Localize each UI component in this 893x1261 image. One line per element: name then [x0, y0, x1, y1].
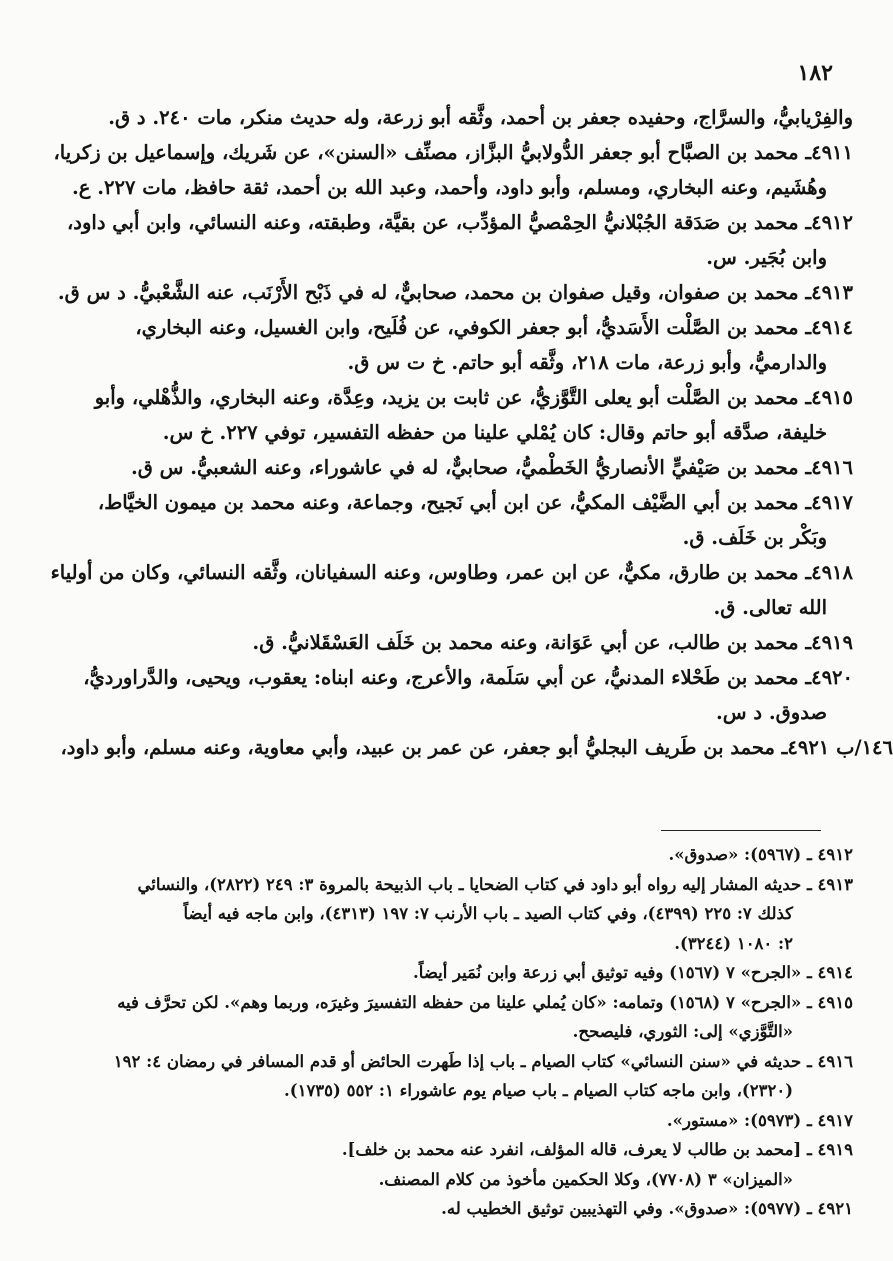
footnote-line: ٢: ١٠٨٠ (٣٢٤٤).: [674, 933, 793, 953]
footnote-line: ٤٩٢١ ـ (٥٩٧٧): «صدوق». وفي التهذيبين توثيق الخطيب له.: [441, 1199, 853, 1218]
entry-line: ٤٩١٨ـ محمد بن طارق، مكيٌّ، عن ابن عمر، وطاوس، وعنه السفيانان، وثَّقه النسائي، وكان من أولياء: [50, 561, 853, 584]
entry-line: ٤٩١٥ـ محمد بن الصَّلْت أبو يعلى التَّوَّزيُّ، عن ثابت بن يزيد، وعِدَّة، وعنه البخاري، والذُّهْلي، وأبو: [94, 386, 853, 409]
entry-4916: [38, 450, 853, 485]
footnote-line: «التَّوَّزي» إلى: الثوري، فليصحح.: [572, 1022, 793, 1041]
entry-line: وابن بُجَير. س.: [706, 246, 827, 269]
entry-line: وبَكْر بن خَلَف. ق.: [682, 526, 827, 549]
entry-4919: [38, 625, 853, 660]
footnote-line: كذلك ٧: ٢٢٥ (٤٣٩٩)، وفي كتاب الصيد ـ باب الأرنب ٧: ١٩٧ (٤٣١٣)، وابن ماجه فيه أيضاً: [183, 904, 793, 923]
footnote-4921: [38, 1194, 853, 1224]
entry-line: صدوق. د س.: [716, 701, 827, 724]
footnote-line: ٤٩١٧ ـ (٥٩٧٣): «مستور».: [666, 1110, 853, 1130]
footnote-4912: [38, 840, 853, 870]
entry-line: والدارميُّ، وأبو زرعة، مات ٢١٨، وثَّقه أبو حاتم. خ ت س ق.: [347, 351, 827, 374]
entry-4917: [38, 485, 853, 555]
page-number: ١٨٢: [797, 60, 833, 86]
entry-line: ٤٩١٩ـ محمد بن طالب، عن أبي عَوَانة، وعنه محمد بن خَلَف العَسْقَلانيُّ. ق.: [252, 631, 853, 654]
entry-4921: [38, 730, 893, 765]
footnotes: [38, 840, 853, 1224]
footnote-line: ٤٩١٦ ـ حديثه في «سنن النسائي» كتاب الصيام ـ باب إذا طَهرت الحائض أو قدم المسافر في رمضان ٤: ١٩٢: [113, 1051, 853, 1071]
entry-line: ٤٩١٧ـ محمد بن أبي الضَّيْف المكيُّ، عن ابن أبي نَجيح، وجماعة، وعنه محمد بن ميمون الخيَّاط،: [97, 491, 853, 514]
entry-line: ٤٩٢١ـ محمد بن طَريف البجليُّ أبو جعفر، عن عمر بن عبيد، وأبي معاوية، وعنه مسلم، وأبو داود،: [60, 736, 830, 759]
footnote-divider: [661, 830, 821, 831]
entry-line: والفِرْيابيُّ، والسرَّاج، وحفيده جعفر بن أحمد، وثَّقه أبو زرعة، وله حديث منكر، مات ٢٤٠. د ق.: [108, 106, 853, 129]
entry-4918: [38, 555, 853, 625]
entry-4915: [38, 380, 853, 450]
footnote-4919-source: [38, 1165, 853, 1195]
footnote-line: ٤٩١٢ ـ (٥٩٦٧): «صدوق».: [668, 845, 853, 864]
footnote-4916: [38, 1047, 853, 1106]
entry-4920: [38, 660, 853, 730]
footnote-4917: [38, 1106, 853, 1136]
entry-line: خليفة، صدَّقه أبو حاتم وقال: كان يُمْلي علينا من حفظه التفسير، توفي ٢٢٧. خ س.: [162, 421, 827, 444]
entry-4911: [38, 135, 853, 205]
footnote-line: (٢٣٢٠)، وابن ماجه كتاب الصيام ـ باب صيام يوم عاشوراء ١: ٥٥٢ (١٧٣٥).: [284, 1081, 793, 1100]
entry-line: ٤٩١٤ـ محمد بن الصَّلْت الأَسَديُّ، أبو جعفر الكوفي، عن فُلَيح، وابن الغسيل، وعنه البخاري،: [135, 316, 853, 339]
entry-line: الله تعالى. ق.: [713, 596, 827, 619]
entry-line: ٤٩١٦ـ محمد بن صَيْفيٍّ الأنصاريُّ الخَطْميُّ، صحابيٌّ، له في عاشوراء، وعنه الشعبيُّ. س ق.: [130, 456, 853, 479]
footnote-line: ٤٩١٤ ـ «الجرح» ٧ (١٥٦٧) وفيه توثيق أبي زرعة وابن نُمَير أيضاً.: [413, 963, 853, 982]
entry-line: وهُشَيم، وعنه البخاري، ومسلم، وأبو داود، وأحمد، وعبد الله بن أحمد، ثقة حافظ، مات ٢٢٧. ع.: [72, 176, 827, 199]
footnote-line: «الميزان» ٣ (٧٧٠٨)، وكلا الحكمين مأخوذ من كلام المصنف.: [378, 1169, 793, 1189]
footnote-4914: [38, 958, 853, 988]
entry-line: ٤٩٢٠ـ محمد بن طَحْلاء المدنيُّ، عن أبي سَلَمة، والأعرج، وعنه ابناه: يعقوب، ويحيى، والدَّراورديُّ،: [83, 666, 853, 689]
entry-continuation: [38, 100, 853, 135]
footnote-line: ٤٩١٥ ـ «الجرح» ٧ (١٥٦٨) وتمامه: «كان يُملي علينا من حفظه التفسيرَ وغيرَه، وربما وهم». لكن تحرَّف فيه: [117, 992, 853, 1012]
entry-4913: [38, 275, 853, 310]
entry-line: ٤٩١١ـ محمد بن الصبَّاح أبو جعفر الدُّولابيُّ البزَّاز، مصنِّف «السنن»، عن شَريك، وإسماعيل بن زكريا،: [53, 141, 853, 164]
footnote-4913: [38, 870, 853, 959]
entry-line: ٤٩١٢ـ محمد بن صَدَقة الجُبْلانيُّ الحِمْصيُّ المؤدِّب، عن بقيَّة، وطبقته، وعنه النسائي، وابن أبي داود،: [67, 211, 853, 234]
footnote-line: ٤٩١٣ ـ حديثه المشار إليه رواه أبو داود في كتاب الضحايا ـ باب الذبيحة بالمروة ٣: ٢٤٩ (٢٨٢٢)، والنسائي: [137, 874, 853, 894]
entry-4912: [38, 205, 853, 275]
main-text: [38, 100, 893, 765]
manuscript-folio-ref: ١٤٦/ب: [836, 736, 893, 759]
entry-4914: [38, 310, 853, 380]
entry-line: ٤٩١٣ـ محمد بن صفوان، وقيل صفوان بن محمد، صحابيٌّ، له في ذَبْح الأَرْنَب، عنه الشَّعْبيُّ. د س ق.: [57, 281, 853, 304]
footnote-line: ٤٩١٩ ـ [محمد بن طالب لا يعرف، قاله المؤلف، انفرد عنه محمد بن خلف].: [341, 1140, 853, 1159]
footnote-4915: [38, 988, 853, 1047]
footnote-4919: [38, 1135, 853, 1165]
